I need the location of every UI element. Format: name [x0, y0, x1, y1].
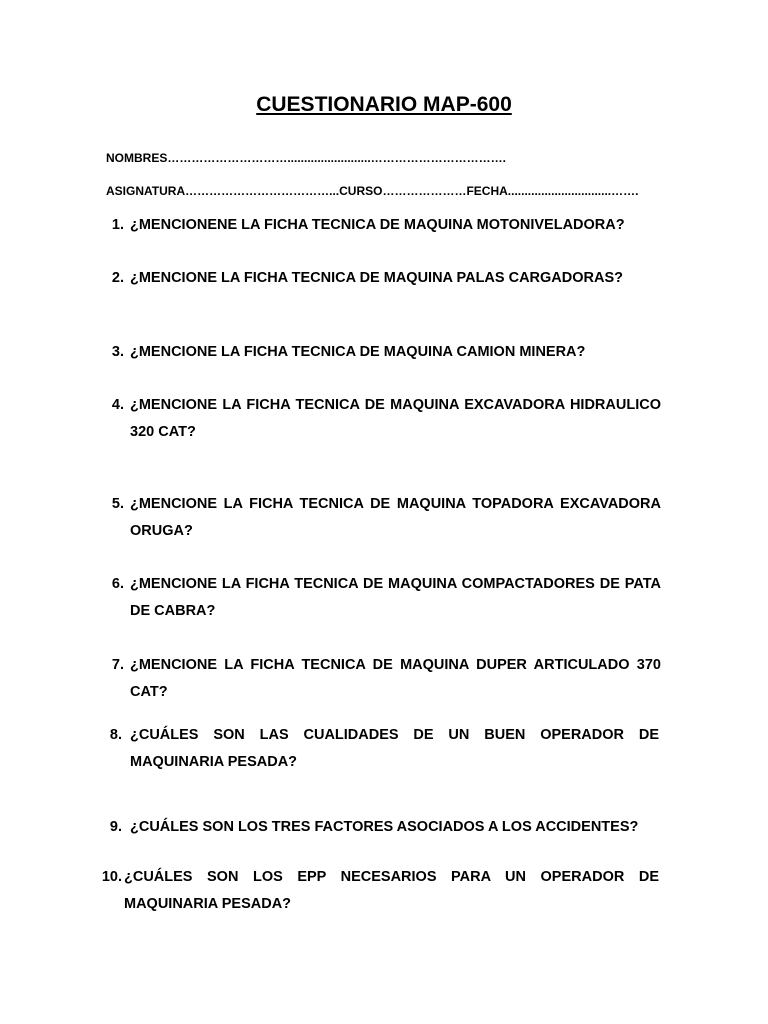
question-number: 9.: [109, 819, 122, 835]
question-number: 7.: [111, 657, 124, 673]
asignatura-curso-fecha-field: ASIGNATURA………………………………...CURSO…………………FECHA...............................…….: [106, 184, 639, 198]
nombres-field: NOMBRES………………………….........................…………………………….: [106, 151, 507, 165]
question-number: 10.: [101, 869, 122, 885]
question-number: 4.: [111, 397, 124, 413]
question-text: ¿MENCIONE LA FICHA TECNICA DE MAQUINA DUPER ARTICULADO 370 CAT?: [130, 657, 661, 700]
question-text: ¿MENCIONE LA FICHA TECNICA DE MAQUINA PALAS CARGADORAS?: [130, 270, 623, 286]
question-item: [98, 814, 659, 841]
question-number: 1.: [111, 217, 124, 233]
question-item: [98, 864, 659, 918]
question-text: ¿MENCIONE LA FICHA TECNICA DE MAQUINA EXCAVADORA HIDRAULICO 320 CAT?: [130, 397, 661, 440]
question-item: [100, 652, 661, 706]
question-item: [100, 392, 661, 446]
question-item: [100, 491, 661, 545]
question-text: ¿CUÁLES SON LOS TRES FACTORES ASOCIADOS A LOS ACCIDENTES?: [130, 819, 639, 835]
question-text: ¿CUÁLES SON LOS EPP NECESARIOS PARA UN OPERADOR DE MAQUINARIA PESADA?: [124, 869, 659, 912]
question-text: ¿MENCIONE LA FICHA TECNICA DE MAQUINA TOPADORA EXCAVADORA ORUGA?: [130, 496, 661, 539]
question-item: [100, 339, 661, 366]
question-number: 6.: [111, 576, 124, 592]
question-number: 2.: [111, 270, 124, 286]
question-number: 5.: [111, 496, 124, 512]
question-item: [100, 265, 661, 292]
question-item: [98, 722, 659, 776]
question-text: ¿MENCIONENE LA FICHA TECNICA DE MAQUINA MOTONIVELADORA?: [130, 217, 625, 233]
question-item: [100, 571, 661, 625]
question-number: 8.: [109, 727, 122, 743]
document-title: CUESTIONARIO MAP-600: [256, 93, 512, 116]
question-item: [100, 212, 661, 239]
question-number: 3.: [111, 344, 124, 360]
question-text: ¿CUÁLES SON LAS CUALIDADES DE UN BUEN OPERADOR DE MAQUINARIA PESADA?: [130, 727, 659, 770]
question-text: ¿MENCIONE LA FICHA TECNICA DE MAQUINA COMPACTADORES DE PATA DE CABRA?: [130, 576, 661, 619]
question-text: ¿MENCIONE LA FICHA TECNICA DE MAQUINA CAMION MINERA?: [130, 344, 586, 360]
